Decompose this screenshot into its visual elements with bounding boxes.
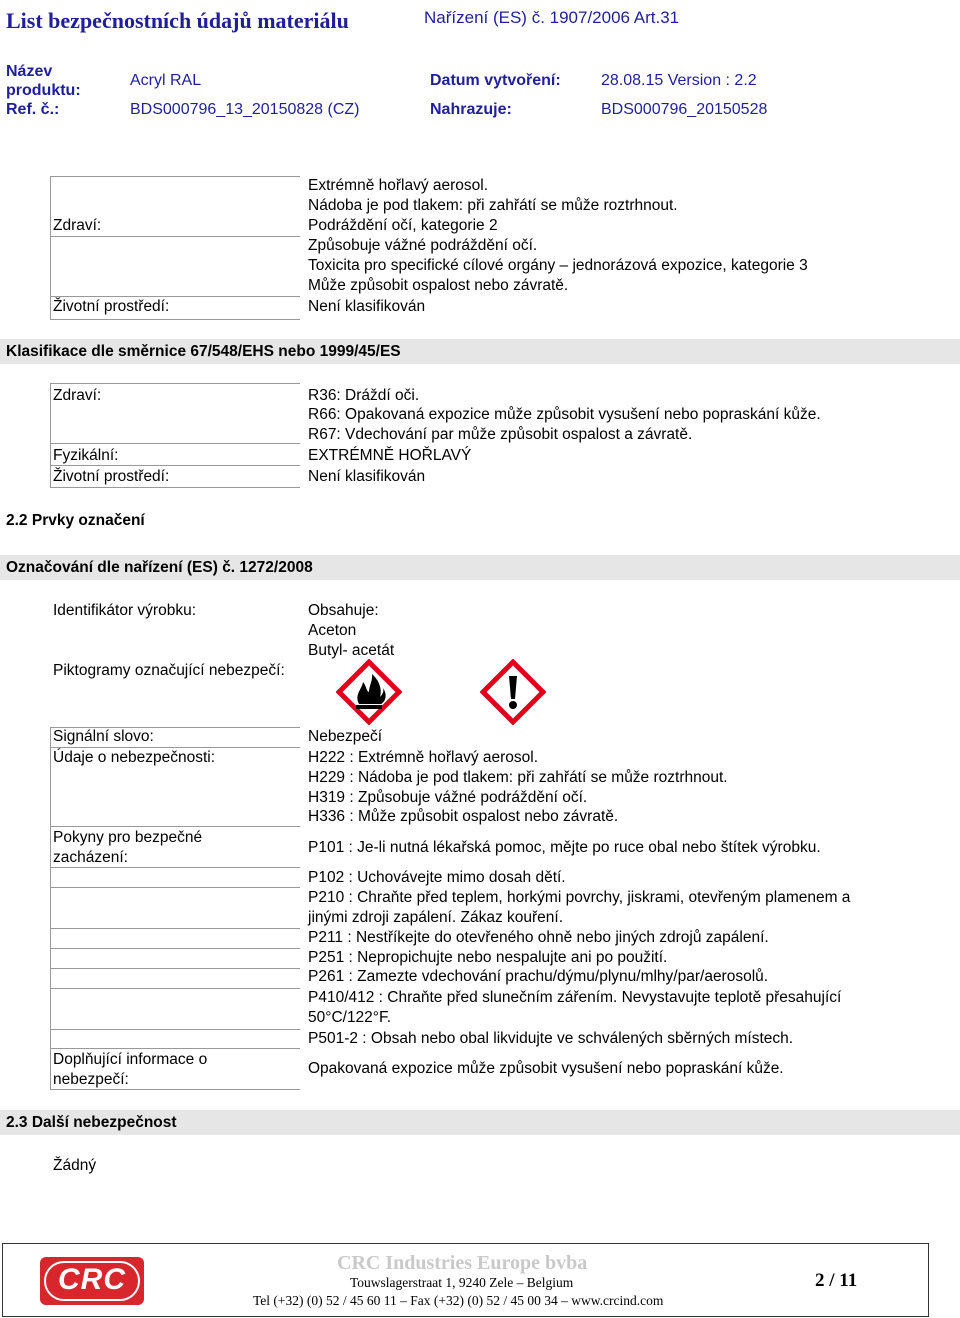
hazard-statement: H229 : Nádoba je pod tlakem: při zahřátí se může roztrhnout. bbox=[308, 769, 728, 786]
regulation-reference: Nařízení (ES) č. 1907/2006 Art.31 bbox=[424, 8, 680, 27]
section-heading-eu: Klasifikace dle směrnice 67/548/EHS nebo 1999/45/ES bbox=[6, 343, 401, 360]
page-number: 2 / 11 bbox=[815, 1270, 858, 1291]
company-address: Touwslagerstraat 1, 9240 Zele – Belgium bbox=[350, 1275, 574, 1290]
precautionary-statement: P501-2 : Obsah nebo obal likvidujte ve schválených sběrných místech. bbox=[308, 1030, 794, 1047]
signal-word: Nebezpečí bbox=[308, 728, 383, 745]
table-border bbox=[50, 487, 300, 488]
section-heading-2-3: 2.3 Další nebezpečnost bbox=[6, 1114, 177, 1131]
section-subheading-clp: Označování dle nařízení (ES) č. 1272/2008 bbox=[6, 559, 313, 576]
r-phrase: R66: Opakovaná expozice může způsobit vysušení nebo popraskání kůže. bbox=[308, 406, 821, 423]
ghs-flame-pictogram-icon bbox=[336, 659, 402, 725]
table-border bbox=[50, 968, 300, 969]
table-border bbox=[50, 988, 300, 989]
r-phrase: R67: Vdechování par může způsobit ospalost a závratě. bbox=[308, 426, 693, 443]
table-border bbox=[50, 948, 300, 949]
section-heading-2-2: 2.2 Prvky označení bbox=[6, 512, 145, 529]
r-phrase: R36: Dráždí oči. bbox=[308, 387, 420, 404]
environment-value: Není klasifikován bbox=[308, 298, 426, 315]
table-border bbox=[50, 747, 300, 748]
precautionary-statement: P101 : Je-li nutná lékařská pomoc, mějte po ruce obal nebo štítek výrobku. bbox=[308, 839, 821, 856]
company-contact: Tel (+32) (0) 52 / 45 60 11 – Fax (+32) (0) 52 / 45 00 34 – www.crcind.com bbox=[253, 1293, 664, 1308]
other-hazards-value: Žádný bbox=[53, 1157, 97, 1174]
health-text: Může způsobit ospalost nebo závratě. bbox=[308, 277, 569, 294]
hazard-text: Extrémně hořlavý aerosol. bbox=[308, 177, 489, 194]
precautionary-statement-continued: jinými zdroji zapálení. Zákaz kouření. bbox=[308, 909, 564, 926]
created-label: Datum vytvoření: bbox=[430, 72, 561, 89]
precautionary-label-2: zacházení: bbox=[53, 849, 128, 866]
company-name: CRC Industries Europe bvba bbox=[337, 1252, 588, 1274]
precautionary-statement: P102 : Uchovávejte mimo dosah dětí. bbox=[308, 869, 566, 886]
contains-label: Obsahuje: bbox=[308, 602, 379, 619]
table-border bbox=[50, 383, 51, 487]
signal-word-label: Signální slovo: bbox=[53, 728, 154, 745]
table-border bbox=[50, 1029, 300, 1030]
precautionary-label: Pokyny pro bezpečné bbox=[53, 829, 203, 846]
product-name-label-2: produktu: bbox=[6, 82, 81, 99]
table-border bbox=[50, 1048, 300, 1049]
table-border bbox=[50, 176, 300, 177]
document-title: List bezpečnostních údajů materiálu bbox=[6, 8, 349, 33]
crc-logo-text: CRC bbox=[58, 1263, 126, 1296]
hazard-statement: H319 : Způsobuje vážné podráždění očí. bbox=[308, 789, 588, 806]
health-text: Podráždění očí, kategorie 2 bbox=[308, 217, 498, 234]
table-border bbox=[50, 236, 300, 237]
table-border bbox=[50, 176, 51, 319]
supplemental-label: Doplňující informace o bbox=[53, 1051, 208, 1068]
health-label: Zdraví: bbox=[53, 217, 102, 234]
eu-environment-value: Není klasifikován bbox=[308, 468, 426, 485]
table-border bbox=[50, 465, 300, 466]
product-name-label: Název bbox=[6, 63, 53, 80]
created-value: 28.08.15 Version : 2.2 bbox=[601, 72, 757, 89]
table-border bbox=[50, 887, 300, 888]
ref-value: BDS000796_13_20150828 (CZ) bbox=[130, 101, 360, 118]
precautionary-statement-continued: 50°C/122°F. bbox=[308, 1009, 392, 1026]
environment-label: Životní prostředí: bbox=[53, 298, 170, 315]
physical-value: EXTRÉMNĚ HOŘLAVÝ bbox=[308, 447, 472, 464]
eu-health-label: Zdraví: bbox=[53, 387, 102, 404]
supplemental-label-2: nebezpečí: bbox=[53, 1071, 129, 1088]
ingredient: Aceton bbox=[308, 622, 357, 639]
table-border bbox=[50, 867, 300, 868]
supplemental-statement: Opakovaná expozice může způsobit vysušení nebo popraskání kůže. bbox=[308, 1060, 784, 1077]
product-identifier-label: Identifikátor výrobku: bbox=[53, 602, 197, 619]
precautionary-statement: P410/412 : Chraňte před slunečním zářením. Nevystavujte teplotě přesahující bbox=[308, 989, 842, 1006]
table-border bbox=[50, 1089, 300, 1090]
health-text: Toxicita pro specifické cílové orgány – jednorázová expozice, kategorie 3 bbox=[308, 257, 808, 274]
precautionary-statement: P211 : Nestříkejte do otevřeného ohně nebo jiných zdrojů zapálení. bbox=[308, 929, 769, 946]
eu-environment-label: Životní prostředí: bbox=[53, 468, 170, 485]
replaces-value: BDS000796_20150528 bbox=[601, 101, 768, 118]
table-border bbox=[50, 727, 51, 1089]
crc-logo bbox=[40, 1257, 144, 1305]
precautionary-statement: P210 : Chraňte před teplem, horkými povrchy, jiskrami, otevřeným plamenem a bbox=[308, 889, 851, 906]
hazard-statement: H336 : Může způsobit ospalost nebo závratě. bbox=[308, 808, 619, 825]
pictograms-label: Piktogramy označující nebezpečí: bbox=[53, 662, 285, 679]
health-text: Způsobuje vážné podráždění očí. bbox=[308, 237, 538, 254]
product-name: Acryl RAL bbox=[130, 72, 202, 89]
hazard-statements-label: Údaje o nebezpečnosti: bbox=[53, 749, 216, 766]
ingredient: Butyl- acetát bbox=[308, 642, 395, 659]
table-border bbox=[50, 296, 300, 297]
precautionary-statement: P261 : Zamezte vdechování prachu/dýmu/plynu/mlhy/par/aerosolů. bbox=[308, 968, 769, 985]
table-border bbox=[50, 928, 300, 929]
table-border bbox=[50, 826, 300, 827]
ref-label: Ref. č.: bbox=[6, 101, 60, 118]
hazard-text: Nádoba je pod tlakem: při zahřátí se může roztrhnout. bbox=[308, 197, 678, 214]
replaces-label: Nahrazuje: bbox=[430, 101, 512, 118]
ghs-exclamation-pictogram-icon bbox=[480, 659, 546, 725]
hazard-statement: H222 : Extrémně hořlavý aerosol. bbox=[308, 749, 539, 766]
physical-label: Fyzikální: bbox=[53, 447, 119, 464]
precautionary-statement: P251 : Nepropichujte nebo nespalujte ani po použití. bbox=[308, 949, 668, 966]
table-border bbox=[50, 383, 300, 384]
table-border bbox=[50, 319, 300, 320]
table-border bbox=[50, 443, 300, 444]
